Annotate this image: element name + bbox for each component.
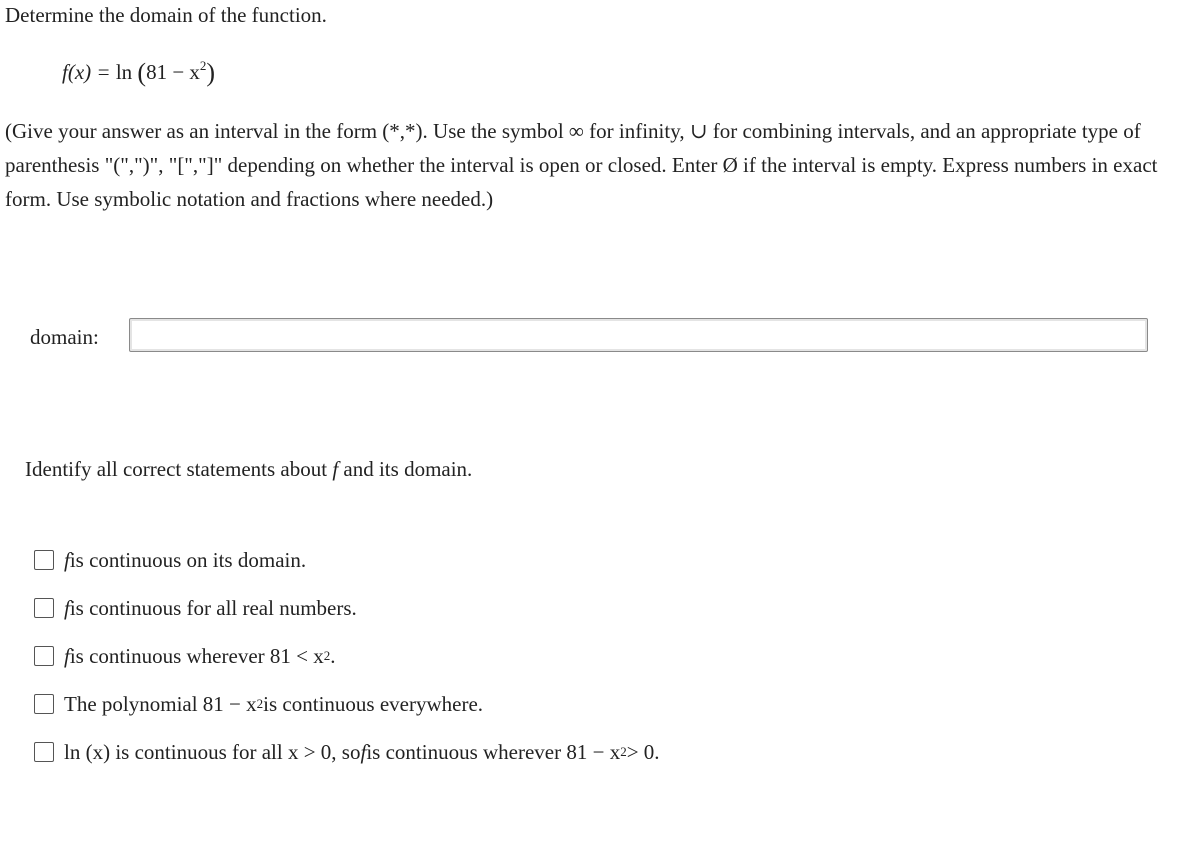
checkbox-icon[interactable]	[34, 550, 54, 570]
checkbox-icon[interactable]	[34, 646, 54, 666]
statement-text: is continuous on its domain.	[69, 547, 307, 572]
formula-lhs: f(x) =	[62, 60, 116, 84]
statement-option-4[interactable]: The polynomial 81 − x 2 is continuous everywhere.	[34, 680, 660, 728]
statements-prompt-var: f	[332, 457, 339, 481]
statement-option-2[interactable]: f is continuous for all real numbers.	[34, 584, 660, 632]
statement-text: is continuous wherever 81 − x	[366, 739, 621, 764]
question-prompt: Determine the domain of the function.	[5, 3, 327, 27]
domain-label: domain:	[30, 325, 99, 349]
statement-option-1[interactable]: f is continuous on its domain.	[34, 536, 660, 584]
statement-text: The polynomial 81 − x	[64, 691, 257, 716]
statements-prompt-after: and its domain.	[338, 457, 473, 481]
checkbox-icon[interactable]	[34, 694, 54, 714]
formula-exponent: 2	[199, 58, 207, 73]
formula-inner: 81 − x	[146, 60, 200, 84]
statements-prompt-before: Identify all correct statements about	[25, 457, 333, 481]
statement-options	[34, 536, 660, 776]
checkbox-icon[interactable]	[34, 598, 54, 618]
statement-text: is continuous for all real numbers.	[69, 595, 357, 620]
function-formula: $f(x) = \ln (81 - x^2)$	[62, 58, 216, 87]
answer-instructions: (Give your answer as an interval in the form (*,*). Use the symbol ∞ for infinity, ∪ for combining intervals, and an appropriate type of parenthesis "(",")", "[","]" depending on whether the interval is open or closed. Enter Ø if the interval is empty. Express numbers in exact form. Use symbolic notation and fractions where needed.)	[5, 119, 1158, 211]
statements-prompt	[25, 457, 472, 482]
statement-option-5[interactable]: ln (x) is continuous for all x > 0, so f is continuous wherever 81 − x 2 > 0.	[34, 728, 660, 776]
statement-option-3[interactable]: f is continuous wherever 81 < x 2 .	[34, 632, 660, 680]
checkbox-icon[interactable]	[34, 742, 54, 762]
formula-fn: ln	[115, 60, 133, 84]
statement-text: is continuous wherever 81 < x	[69, 643, 324, 668]
domain-input[interactable]	[129, 318, 1148, 352]
domain-answer-row	[30, 318, 1136, 356]
